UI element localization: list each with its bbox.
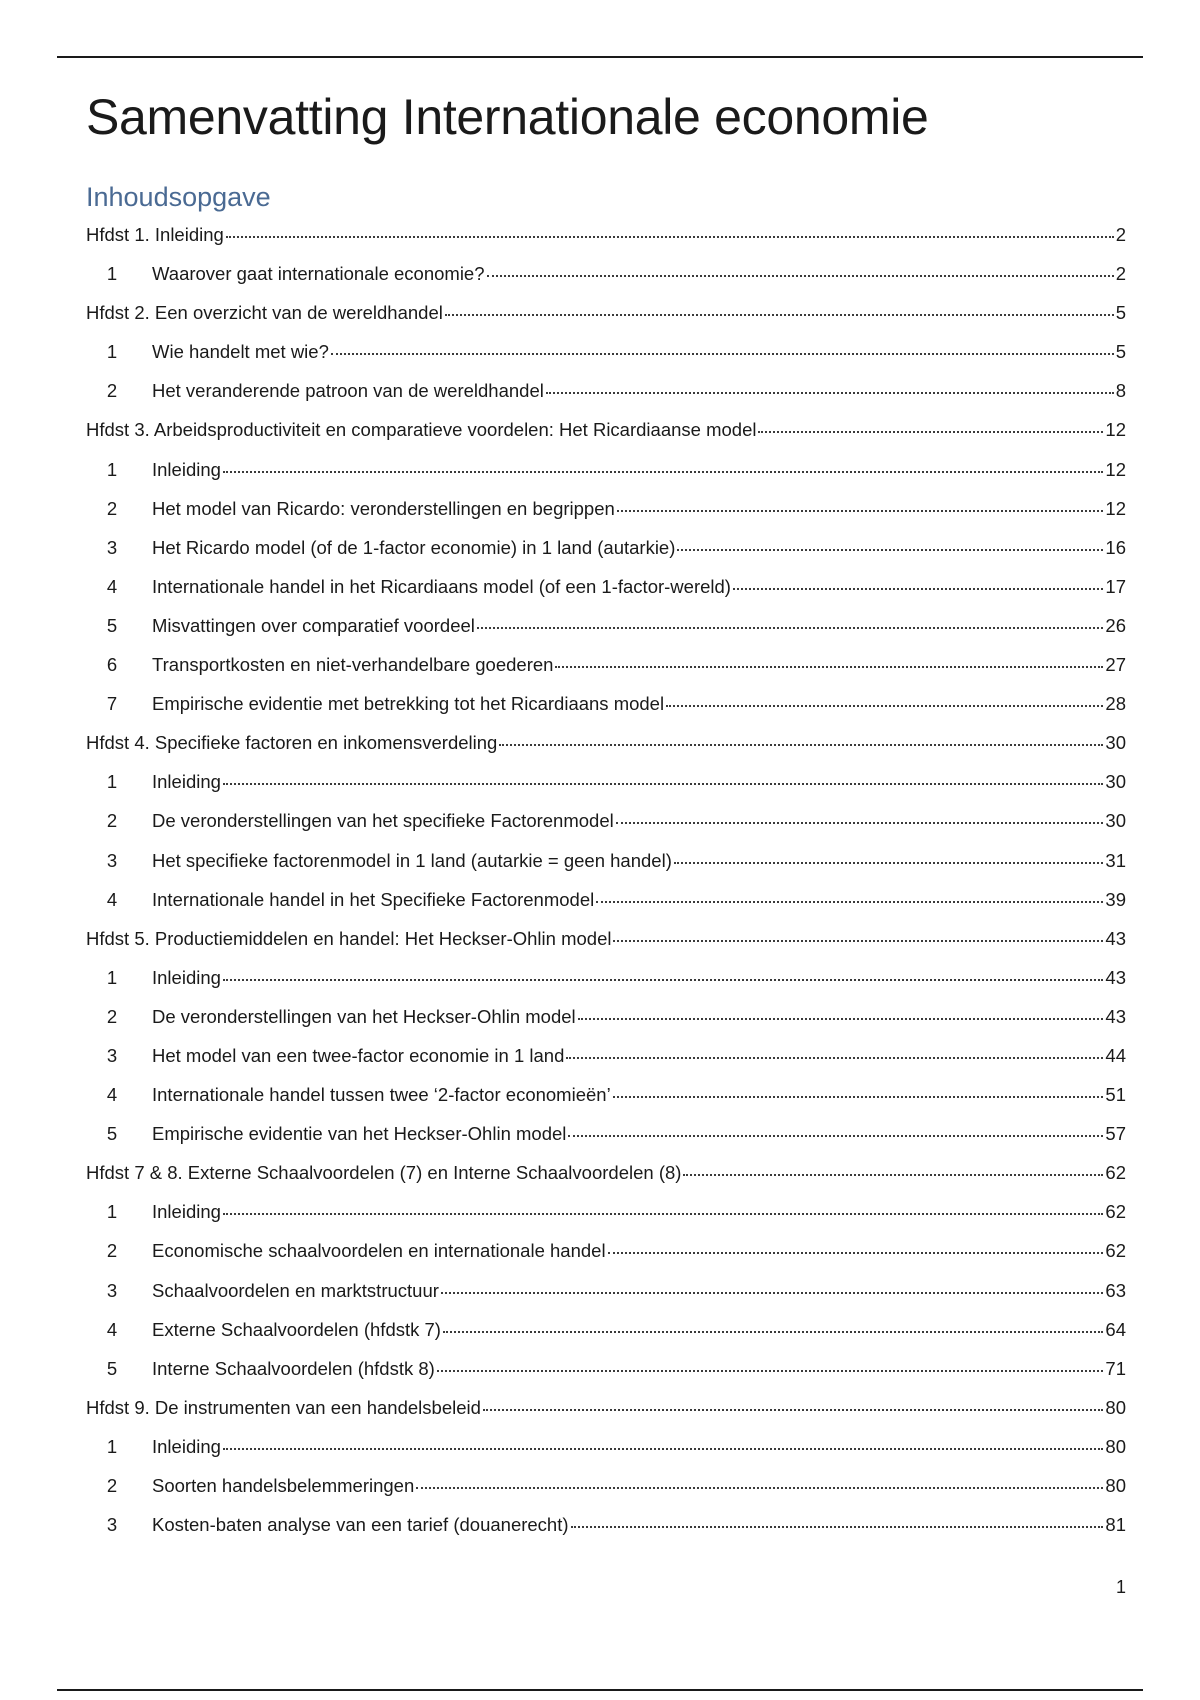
toc-dot-leader xyxy=(666,705,1103,707)
toc-entry-label: Waarover gaat internationale economie? xyxy=(152,263,485,285)
toc-section-entry[interactable] xyxy=(86,1271,1126,1310)
toc-dot-leader xyxy=(608,1252,1104,1254)
toc-dot-leader xyxy=(331,353,1114,355)
toc-entry-number: 1 xyxy=(106,966,118,988)
toc-section-entry[interactable] xyxy=(86,997,1126,1036)
toc-entry-label: Schaalvoordelen en marktstructuur xyxy=(152,1279,439,1301)
toc-entry-number: 1 xyxy=(106,341,118,363)
toc-entry-page: 81 xyxy=(1105,1514,1126,1536)
toc-entry-label: Hfdst 7 & 8. Externe Schaalvoordelen (7) en Interne Schaalvoordelen (8) xyxy=(86,1162,682,1184)
toc-entry-label: Hfdst 2. Een overzicht van de wereldhandel xyxy=(86,302,443,324)
toc-entry-label: Interne Schaalvoordelen (hfdstk 8) xyxy=(152,1357,435,1379)
toc-section-entry[interactable] xyxy=(86,1114,1126,1153)
toc-section-entry[interactable] xyxy=(86,489,1126,528)
toc-chapter-entry[interactable] xyxy=(86,1153,1126,1192)
toc-section-entry[interactable] xyxy=(86,254,1126,293)
toc-entry-page: 62 xyxy=(1105,1162,1126,1184)
toc-dot-leader xyxy=(487,275,1114,277)
toc-chapter-entry[interactable] xyxy=(86,293,1126,332)
toc-entry-number: 4 xyxy=(106,1318,118,1340)
toc-chapter-entry[interactable] xyxy=(86,919,1126,958)
toc-entry-label: Het model van een twee-factor economie in 1 land xyxy=(152,1044,565,1066)
toc-dot-leader xyxy=(578,1018,1104,1020)
toc-entry-page: 62 xyxy=(1105,1201,1126,1223)
toc-dot-leader xyxy=(226,236,1114,238)
toc-section-entry[interactable] xyxy=(86,1310,1126,1349)
toc-dot-leader xyxy=(613,1096,1104,1098)
toc-entry-label: Het Ricardo model (of de 1-factor economie) in 1 land (autarkie) xyxy=(152,536,676,558)
toc-entry-label: Internationale handel in het Ricardiaans model (of een 1-factor-wereld) xyxy=(152,575,731,597)
toc-entry-page: 43 xyxy=(1105,927,1126,949)
toc-entry-number: 1 xyxy=(106,263,118,285)
toc-entry-label: Internationale handel tussen twee ‘2-factor economieën’ xyxy=(152,1084,611,1106)
toc-entry-page: 12 xyxy=(1105,497,1126,519)
toc-dot-leader xyxy=(223,1448,1104,1450)
toc-entry-number: 6 xyxy=(106,654,118,676)
toc-entry-page: 28 xyxy=(1105,693,1126,715)
toc-entry-number: 1 xyxy=(106,1201,118,1223)
toc-dot-leader xyxy=(733,588,1103,590)
toc-entry-number: 4 xyxy=(106,1084,118,1106)
toc-section-entry[interactable] xyxy=(86,1192,1126,1231)
toc-entry-page: 2 xyxy=(1115,263,1126,285)
toc-entry-label: Internationale handel in het Specifieke Factorenmodel xyxy=(152,888,595,910)
toc-entry-page: 44 xyxy=(1105,1044,1126,1066)
header-rule xyxy=(57,56,1143,58)
toc-entry-label: Inleiding xyxy=(152,458,221,480)
toc-chapter-entry[interactable] xyxy=(86,1388,1126,1427)
toc-entry-page: 17 xyxy=(1105,575,1126,597)
toc-entry-label: Hfdst 5. Productiemiddelen en handel: Het Heckser-Ohlin model xyxy=(86,927,612,949)
toc-section-entry[interactable] xyxy=(86,1231,1126,1270)
toc-entry-label: Het veranderende patroon van de wereldhandel xyxy=(152,380,544,402)
toc-entry-number: 7 xyxy=(106,693,118,715)
toc-entry-number: 3 xyxy=(106,849,118,871)
toc-entry-page: 80 xyxy=(1105,1396,1126,1418)
document-title: Samenvatting Internationale economie xyxy=(86,89,929,145)
toc-entry-number: 3 xyxy=(106,536,118,558)
toc-section-entry[interactable] xyxy=(86,880,1126,919)
toc-entry-number: 5 xyxy=(106,1357,118,1379)
toc-entry-label: Hfdst 9. De instrumenten van een handelsbeleid xyxy=(86,1396,481,1418)
toc-section-entry[interactable] xyxy=(86,1505,1126,1544)
toc-entry-page: 43 xyxy=(1105,1005,1126,1027)
toc-entry-label: De veronderstellingen van het specifieke Factorenmodel xyxy=(152,810,614,832)
toc-entry-label: Hfdst 3. Arbeidsproductiviteit en comparatieve voordelen: Het Ricardiaanse model xyxy=(86,419,757,441)
table-of-contents xyxy=(86,215,1126,1544)
toc-section-entry[interactable] xyxy=(86,684,1126,723)
toc-entry-page: 30 xyxy=(1105,732,1126,754)
toc-entry-page: 57 xyxy=(1105,1123,1126,1145)
toc-dot-leader xyxy=(443,1331,1103,1333)
page-number: 1 xyxy=(1115,1577,1126,1597)
toc-dot-leader xyxy=(483,1409,1104,1411)
toc-dot-leader xyxy=(223,783,1104,785)
toc-entry-page: 43 xyxy=(1105,966,1126,988)
toc-section-entry[interactable] xyxy=(86,1427,1126,1466)
toc-dot-leader xyxy=(613,940,1103,942)
toc-entry-page: 64 xyxy=(1105,1318,1126,1340)
toc-dot-leader xyxy=(546,392,1114,394)
toc-dot-leader xyxy=(568,1135,1103,1137)
footer-rule xyxy=(57,1689,1143,1691)
toc-chapter-entry[interactable] xyxy=(86,215,1126,254)
toc-entry-number: 2 xyxy=(106,1005,118,1027)
toc-section-entry[interactable] xyxy=(86,958,1126,997)
toc-section-entry[interactable] xyxy=(86,1349,1126,1388)
toc-dot-leader xyxy=(566,1057,1103,1059)
toc-dot-leader xyxy=(499,744,1103,746)
toc-entry-number: 3 xyxy=(106,1279,118,1301)
toc-entry-page: 80 xyxy=(1105,1475,1126,1496)
toc-entry-page: 30 xyxy=(1105,771,1126,793)
toc-entry-page: 26 xyxy=(1105,614,1126,636)
toc-entry-number: 3 xyxy=(106,1514,118,1536)
toc-section-entry[interactable] xyxy=(86,371,1126,410)
toc-entry-label: Kosten-baten analyse van een tarief (douanerecht) xyxy=(152,1514,569,1536)
toc-dot-leader xyxy=(555,666,1103,668)
toc-entry-number: 2 xyxy=(106,497,118,519)
toc-entry-label: Empirische evidentie van het Heckser-Ohlin model xyxy=(152,1123,567,1145)
toc-dot-leader xyxy=(416,1487,1103,1489)
toc-entry-number: 4 xyxy=(106,888,118,910)
toc-dot-leader xyxy=(616,822,1104,824)
toc-entry-page: 63 xyxy=(1105,1279,1126,1301)
toc-entry-label: Economische schaalvoordelen en internationale handel xyxy=(152,1240,606,1262)
toc-dot-leader xyxy=(758,431,1103,433)
toc-entry-number: 4 xyxy=(106,575,118,597)
toc-dot-leader xyxy=(223,471,1104,473)
toc-dot-leader xyxy=(571,1526,1104,1528)
toc-entry-label: Inleiding xyxy=(152,1435,221,1457)
toc-entry-page: 8 xyxy=(1115,380,1126,402)
toc-chapter-entry[interactable] xyxy=(86,723,1126,762)
toc-section-entry[interactable] xyxy=(86,841,1126,880)
toc-entry-number: 1 xyxy=(106,458,118,480)
toc-entry-page: 51 xyxy=(1105,1084,1126,1106)
toc-entry-label: Inleiding xyxy=(152,966,221,988)
toc-dot-leader xyxy=(445,314,1114,316)
toc-entry-number: 2 xyxy=(106,810,118,832)
toc-entry-label: Hfdst 4. Specifieke factoren en inkomensverdeling xyxy=(86,732,498,754)
toc-entry-page: 39 xyxy=(1105,888,1126,910)
toc-entry-label: Misvattingen over comparatief voordeel xyxy=(152,614,475,636)
toc-entry-page: 16 xyxy=(1105,536,1126,558)
toc-entry-page: 5 xyxy=(1115,341,1126,363)
toc-entry-page: 12 xyxy=(1105,458,1126,480)
toc-entry-label: Transportkosten en niet-verhandelbare goederen xyxy=(152,654,554,676)
toc-entry-label: Empirische evidentie met betrekking tot het Ricardiaans model xyxy=(152,693,665,715)
toc-entry-number: 1 xyxy=(106,1435,118,1457)
toc-entry-label: Hfdst 1. Inleiding xyxy=(86,224,224,245)
toc-entry-page: 31 xyxy=(1105,849,1126,871)
toc-entry-page: 2 xyxy=(1115,224,1126,245)
toc-section-entry[interactable] xyxy=(86,567,1126,606)
toc-entry-number: 2 xyxy=(106,1475,118,1496)
toc-section-entry[interactable] xyxy=(86,1036,1126,1075)
toc-entry-number: 2 xyxy=(106,380,118,402)
toc-dot-leader xyxy=(437,1370,1104,1372)
toc-dot-leader xyxy=(223,979,1104,981)
toc-entry-page: 27 xyxy=(1105,654,1126,676)
toc-dot-leader xyxy=(617,510,1104,512)
toc-entry-number: 1 xyxy=(106,771,118,793)
toc-entry-number: 2 xyxy=(106,1240,118,1262)
toc-dot-leader xyxy=(441,1292,1104,1294)
toc-section-entry[interactable] xyxy=(86,645,1126,684)
toc-entry-page: 62 xyxy=(1105,1240,1126,1262)
toc-dot-leader xyxy=(223,1213,1104,1215)
toc-entry-page: 12 xyxy=(1105,419,1126,441)
toc-entry-number: 5 xyxy=(106,1123,118,1145)
toc-section-entry[interactable] xyxy=(86,762,1126,801)
toc-dot-leader xyxy=(674,862,1104,864)
toc-section-entry[interactable] xyxy=(86,801,1126,840)
toc-section-entry[interactable] xyxy=(86,332,1126,371)
toc-heading: Inhoudsopgave xyxy=(86,182,271,212)
toc-section-entry[interactable] xyxy=(86,450,1126,489)
toc-entry-page: 71 xyxy=(1105,1357,1126,1379)
toc-entry-label: De veronderstellingen van het Heckser-Ohlin model xyxy=(152,1005,576,1027)
toc-dot-leader xyxy=(683,1174,1103,1176)
toc-entry-label: Soorten handelsbelemmeringen xyxy=(152,1475,415,1496)
toc-entry-label: Inleiding xyxy=(152,1201,221,1223)
toc-chapter-entry[interactable] xyxy=(86,410,1126,449)
toc-dot-leader xyxy=(677,549,1103,551)
toc-entry-label: Het model van Ricardo: veronderstellingen en begrippen xyxy=(152,497,615,519)
toc-dot-leader xyxy=(477,627,1104,629)
toc-entry-page: 80 xyxy=(1105,1435,1126,1457)
toc-section-entry[interactable] xyxy=(86,1075,1126,1114)
toc-entry-page: 30 xyxy=(1105,810,1126,832)
toc-dot-leader xyxy=(596,901,1103,903)
toc-entry-number: 3 xyxy=(106,1044,118,1066)
toc-entry-number: 5 xyxy=(106,614,118,636)
toc-section-entry[interactable] xyxy=(86,606,1126,645)
toc-section-entry[interactable] xyxy=(86,1466,1126,1505)
toc-entry-label: Het specifieke factorenmodel in 1 land (autarkie = geen handel) xyxy=(152,849,672,871)
toc-entry-page: 5 xyxy=(1115,302,1126,324)
toc-entry-label: Externe Schaalvoordelen (hfdstk 7) xyxy=(152,1318,441,1340)
toc-entry-label: Inleiding xyxy=(152,771,221,793)
toc-section-entry[interactable] xyxy=(86,528,1126,567)
toc-entry-label: Wie handelt met wie? xyxy=(152,341,329,363)
